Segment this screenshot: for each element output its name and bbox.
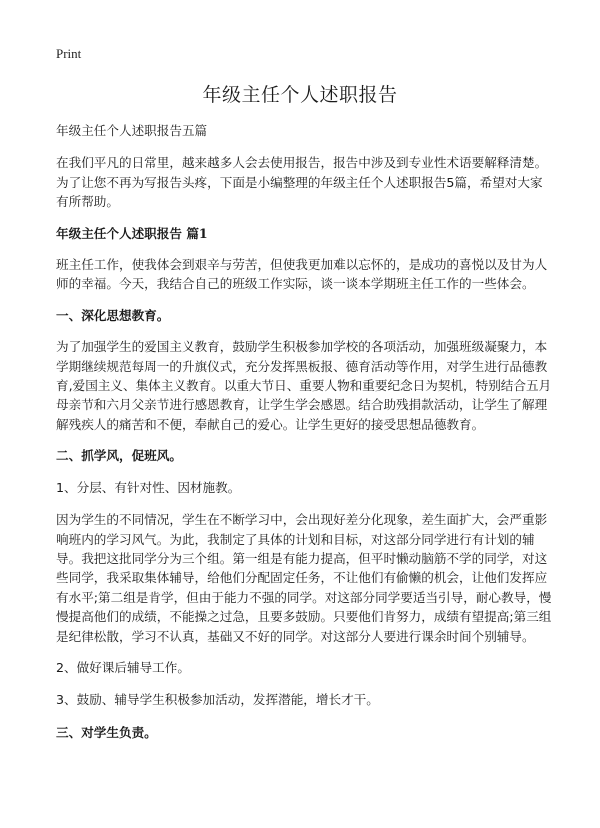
section-2-item-3: 3、鼓励、辅导学生积极参加活动，发挥潜能，增长才干。	[56, 692, 379, 708]
intro-paragraph: 在我们平凡的日常里，越来越多人会去使用报告，报告中涉及到专业性术语要解释清楚。为了让您不再为写报告头疼，下面是小编整理的年级主任个人述职报告5篇，希望对大家有所帮助。	[56, 155, 548, 210]
section-heading-1: 一、深化思想教育。	[56, 307, 170, 323]
print-link[interactable]: Print	[56, 46, 82, 61]
section-2-item-2: 2、做好课后辅导工作。	[56, 659, 190, 675]
article-heading: 年级主任个人述职报告 篇1	[56, 225, 208, 241]
section-2-item-1-paragraph: 因为学生的不同情况，学生在不断学习中，会出现好差分化现象，差生面扩大，会严重影响班内的学习风气。为此，我制定了具体的计划和目标，对这部分同学进行有计划的辅导。我把这批同学分为三个组。第一组是有能力提高，但平时懒动脑筋不学的同学，对这些同学，我采取集体辅导，给他们分配固定任务，不让他们有偷懒的机会，让他们发挥应有水平;第二组是肯学，但由于能力不强的同学。对这部分同学要适当引导，耐心教导，慢慢提高他们的成绩，不能操之过急，且要多鼓励。只要他们肯努力，成绩有望提高;第三组是纪律松散，学习不认真，基础又不好的同学。对这部分人要进行课余时间个别辅导。	[56, 512, 552, 644]
section-heading-3: 三、对学生负责。	[56, 724, 157, 740]
section-heading-2: 二、抓学风，促班风。	[56, 448, 182, 464]
document-body	[56, 121, 552, 754]
section-1-paragraph: 为了加强学生的爱国主义教育，鼓励学生积极参加学校的各项活动，加强班级凝聚力，本学期继续规范每周一的升旗仪式，充分发挥黑板报、德育活动等作用，对学生进行品德教育,爱国主义、集体主义教育。以重大节日、重要人物和重要纪念日为契机，特别结合五月母亲节和六月父亲节进行感恩教育，让学生学会感恩。结合助残捐款活动，让学生了解理解残疾人的痛苦和不便，奉献自己的爱心。让学生更好的接受思想品德教育。	[56, 339, 552, 432]
document-title: 年级主任个人述职报告	[202, 84, 398, 106]
opening-paragraph: 班主任工作，使我体会到艰辛与劳苦，但使我更加难以忘怀的，是成功的喜悦以及甘为人师的幸福。今天，我结合自己的班级工作实际，谈一谈本学期班主任工作的一些体会。	[56, 257, 548, 292]
document-subtitle: 年级主任个人述职报告五篇	[56, 123, 208, 138]
section-2-item-1: 1、分层、有针对性、因材施教。	[56, 479, 241, 495]
